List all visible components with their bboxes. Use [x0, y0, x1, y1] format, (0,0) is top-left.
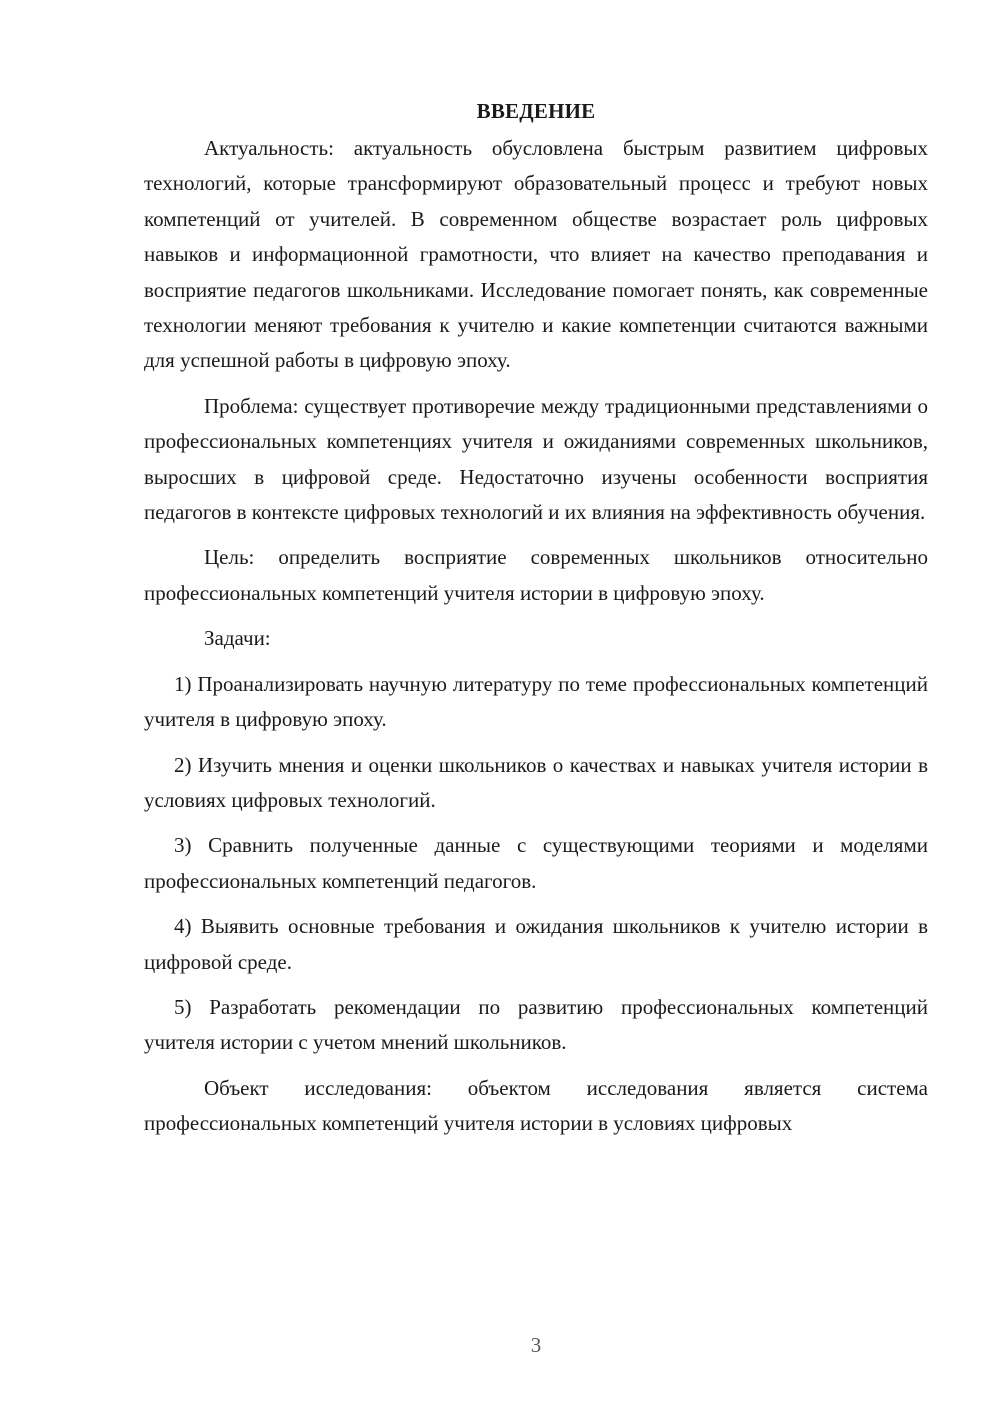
task-item-3: 3) Сравнить полученные данные с существующими теориями и моделями профессиональных компетенций педагогов.	[144, 833, 928, 893]
paragraph-goal: Цель: определить восприятие современных школьников относительно профессиональных компетенций учителя истории в цифровую эпоху.	[144, 545, 928, 605]
task-item-1: 1) Проанализировать научную литературу по теме профессиональных компетенций учителя в цифровую эпоху.	[144, 671, 928, 732]
page-content	[144, 94, 928, 1142]
task-item-5: 5) Разработать рекомендации по развитию профессиональных компетенций учителя истории с учетом мнений школьников.	[144, 994, 928, 1055]
page-number: 3	[530, 1333, 542, 1357]
section-title: ВВЕДЕНИЕ	[476, 99, 596, 123]
task-item-4: 4) Выявить основные требования и ожидания школьников к учителю истории в цифровой среде.	[144, 914, 928, 974]
paragraph-relevance: Актуальность: актуальность обусловлена быстрым развитием цифровых технологий, которые трансформируют образовательный процесс и требуют новых компетенций от учителей. В современном обществе возрастает роль цифровых навыков и информационной грамотности, что влияет на качество преподавания и восприятие педагогов школьниками. Исследование помогает понять, как современные технологии меняют требования к учителю и какие компетенции считаются важными для успешной работы в цифровую эпоху.	[144, 136, 928, 373]
task-item-2: 2) Изучить мнения и оценки школьников о качествах и навыках учителя истории в условиях цифровых технологий.	[144, 752, 928, 812]
paragraph-object: Объект исследования: объектом исследования является система профессиональных компетенций учителя истории в условиях цифровых	[144, 1075, 928, 1136]
paragraph-tasks-heading: Задачи:	[204, 626, 271, 651]
paragraph-problem: Проблема: существует противоречие между традиционными представлениями о профессиональных компетенциях учителя и ожиданиями современных школьников, выросших в цифровой среде. Недостаточно изучены особенности восприятия педагогов в контексте цифровых технологий и их влияния на эффективность обучения.	[144, 393, 928, 525]
